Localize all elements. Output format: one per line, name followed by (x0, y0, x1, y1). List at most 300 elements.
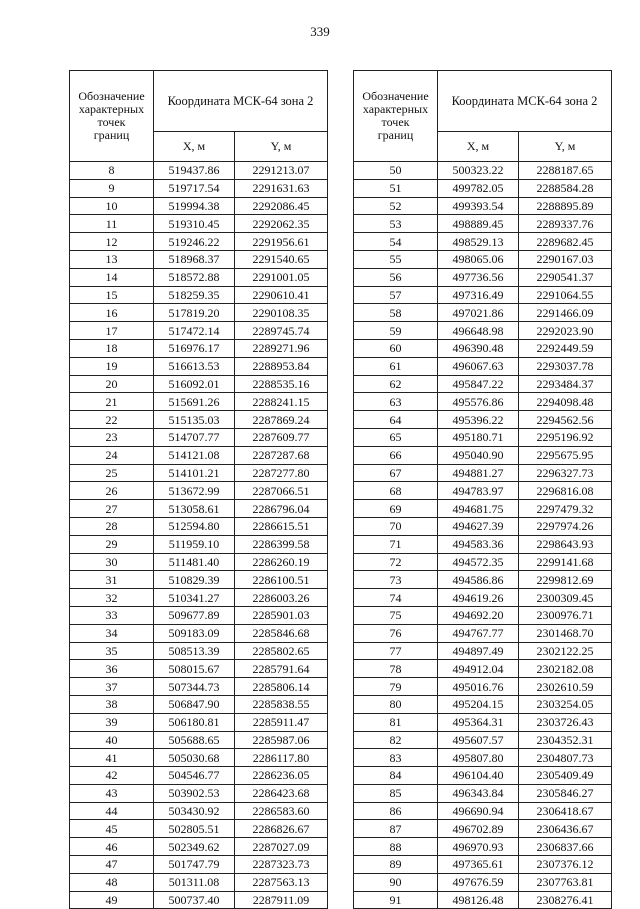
table-row (70, 304, 328, 322)
x-coordinate-cell: 496702.89 (438, 820, 519, 838)
y-coordinate-cell: 2296327.73 (519, 464, 612, 482)
y-coordinate-cell: 2289271.96 (235, 339, 328, 357)
y-coordinate-cell: 2288241.15 (235, 393, 328, 411)
point-id-cell: 86 (354, 802, 438, 820)
table-row (70, 535, 328, 553)
table-row (70, 856, 328, 874)
table-row (70, 357, 328, 375)
point-id-cell: 47 (70, 856, 154, 874)
x-coordinate-cell: 513672.99 (154, 482, 235, 500)
table-row (354, 322, 612, 340)
point-id-cell: 44 (70, 802, 154, 820)
header-point-label: Обозначение характерных точек границ (354, 71, 438, 162)
table-row (354, 891, 612, 909)
x-coordinate-cell: 505688.65 (154, 731, 235, 749)
x-coordinate-cell: 516613.53 (154, 357, 235, 375)
y-coordinate-cell: 2290167.03 (519, 250, 612, 268)
coordinates-table-left (69, 70, 328, 909)
y-coordinate-cell: 2285846.68 (235, 624, 328, 642)
x-coordinate-cell: 500323.22 (438, 162, 519, 180)
table-row (354, 553, 612, 571)
table-row (70, 339, 328, 357)
point-id-cell: 53 (354, 215, 438, 233)
point-id-cell: 15 (70, 286, 154, 304)
x-coordinate-cell: 494767.77 (438, 624, 519, 642)
y-coordinate-cell: 2294562.56 (519, 411, 612, 429)
table-body-right (354, 162, 612, 909)
x-coordinate-cell: 498126.48 (438, 891, 519, 909)
table-row (354, 339, 612, 357)
point-id-cell: 10 (70, 197, 154, 215)
table-row (354, 357, 612, 375)
table-row (70, 250, 328, 268)
y-coordinate-cell: 2285911.47 (235, 713, 328, 731)
table-row (354, 482, 612, 500)
table-row (70, 322, 328, 340)
point-id-cell: 75 (354, 606, 438, 624)
y-coordinate-cell: 2287277.80 (235, 464, 328, 482)
y-coordinate-cell: 2292023.90 (519, 322, 612, 340)
point-id-cell: 32 (70, 589, 154, 607)
point-id-cell: 60 (354, 339, 438, 357)
y-coordinate-cell: 2290108.35 (235, 304, 328, 322)
x-coordinate-cell: 506180.81 (154, 713, 235, 731)
table-row (354, 731, 612, 749)
point-id-cell: 69 (354, 500, 438, 518)
x-coordinate-cell: 508513.39 (154, 642, 235, 660)
y-coordinate-cell: 2303254.05 (519, 695, 612, 713)
table-row (70, 642, 328, 660)
x-coordinate-cell: 519437.86 (154, 162, 235, 180)
table-row (354, 446, 612, 464)
table-row (354, 678, 612, 696)
y-coordinate-cell: 2291001.05 (235, 268, 328, 286)
y-coordinate-cell: 2297974.26 (519, 517, 612, 535)
point-id-cell: 29 (70, 535, 154, 553)
table-row (70, 784, 328, 802)
x-coordinate-cell: 518572.88 (154, 268, 235, 286)
x-coordinate-cell: 513058.61 (154, 500, 235, 518)
point-id-cell: 79 (354, 678, 438, 696)
x-coordinate-cell: 514707.77 (154, 428, 235, 446)
header-coord-title: Координата МСК-64 зона 2 (154, 71, 328, 132)
y-coordinate-cell: 2287323.73 (235, 856, 328, 874)
x-coordinate-cell: 497365.61 (438, 856, 519, 874)
y-coordinate-cell: 2297479.32 (519, 500, 612, 518)
y-coordinate-cell: 2302122.25 (519, 642, 612, 660)
y-coordinate-cell: 2285901.03 (235, 606, 328, 624)
point-id-cell: 84 (354, 767, 438, 785)
y-coordinate-cell: 2299141.68 (519, 553, 612, 571)
y-coordinate-cell: 2288187.65 (519, 162, 612, 180)
header-x: X, м (154, 132, 235, 162)
table-row (354, 428, 612, 446)
x-coordinate-cell: 495607.57 (438, 731, 519, 749)
table-row (354, 589, 612, 607)
y-coordinate-cell: 2285987.06 (235, 731, 328, 749)
y-coordinate-cell: 2291064.55 (519, 286, 612, 304)
y-coordinate-cell: 2291466.09 (519, 304, 612, 322)
table-row (70, 553, 328, 571)
x-coordinate-cell: 495016.76 (438, 678, 519, 696)
x-coordinate-cell: 497021.86 (438, 304, 519, 322)
x-coordinate-cell: 516976.17 (154, 339, 235, 357)
table-row (354, 535, 612, 553)
point-id-cell: 39 (70, 713, 154, 731)
y-coordinate-cell: 2287911.09 (235, 891, 328, 909)
x-coordinate-cell: 496690.94 (438, 802, 519, 820)
x-coordinate-cell: 516092.01 (154, 375, 235, 393)
x-coordinate-cell: 494681.75 (438, 500, 519, 518)
y-coordinate-cell: 2287869.24 (235, 411, 328, 429)
x-coordinate-cell: 508015.67 (154, 660, 235, 678)
point-id-cell: 46 (70, 838, 154, 856)
table-row (354, 749, 612, 767)
table-row (354, 286, 612, 304)
point-id-cell: 83 (354, 749, 438, 767)
table-row (70, 482, 328, 500)
point-id-cell: 54 (354, 233, 438, 251)
point-id-cell: 59 (354, 322, 438, 340)
point-id-cell: 23 (70, 428, 154, 446)
point-id-cell: 8 (70, 162, 154, 180)
table-row (354, 179, 612, 197)
x-coordinate-cell: 498065.06 (438, 250, 519, 268)
y-coordinate-cell: 2287563.13 (235, 873, 328, 891)
table-row (354, 838, 612, 856)
point-id-cell: 72 (354, 553, 438, 571)
y-coordinate-cell: 2286260.19 (235, 553, 328, 571)
table-row (70, 268, 328, 286)
table-row (354, 500, 612, 518)
point-id-cell: 25 (70, 464, 154, 482)
y-coordinate-cell: 2300309.45 (519, 589, 612, 607)
y-coordinate-cell: 2288535.16 (235, 375, 328, 393)
point-id-cell: 14 (70, 268, 154, 286)
y-coordinate-cell: 2293037.78 (519, 357, 612, 375)
point-id-cell: 17 (70, 322, 154, 340)
point-id-cell: 42 (70, 767, 154, 785)
point-id-cell: 74 (354, 589, 438, 607)
table-row (70, 393, 328, 411)
point-id-cell: 49 (70, 891, 154, 909)
point-id-cell: 28 (70, 517, 154, 535)
header-x: X, м (438, 132, 519, 162)
table-row (70, 411, 328, 429)
table-row (70, 713, 328, 731)
x-coordinate-cell: 510829.39 (154, 571, 235, 589)
x-coordinate-cell: 494619.26 (438, 589, 519, 607)
point-id-cell: 40 (70, 731, 154, 749)
table-row (70, 606, 328, 624)
y-coordinate-cell: 2287066.51 (235, 482, 328, 500)
y-coordinate-cell: 2301468.70 (519, 624, 612, 642)
table-row (354, 660, 612, 678)
y-coordinate-cell: 2308276.41 (519, 891, 612, 909)
table-row (70, 375, 328, 393)
point-id-cell: 31 (70, 571, 154, 589)
y-coordinate-cell: 2285802.65 (235, 642, 328, 660)
point-id-cell: 43 (70, 784, 154, 802)
y-coordinate-cell: 2296816.08 (519, 482, 612, 500)
y-coordinate-cell: 2285791.64 (235, 660, 328, 678)
point-id-cell: 57 (354, 286, 438, 304)
y-coordinate-cell: 2287287.68 (235, 446, 328, 464)
table-row (354, 767, 612, 785)
point-id-cell: 13 (70, 250, 154, 268)
point-id-cell: 90 (354, 873, 438, 891)
point-id-cell: 18 (70, 339, 154, 357)
x-coordinate-cell: 496067.63 (438, 357, 519, 375)
table-row (354, 856, 612, 874)
point-id-cell: 56 (354, 268, 438, 286)
table-row (354, 624, 612, 642)
x-coordinate-cell: 504546.77 (154, 767, 235, 785)
point-id-cell: 48 (70, 873, 154, 891)
point-id-cell: 52 (354, 197, 438, 215)
table-row (354, 820, 612, 838)
table-row (70, 517, 328, 535)
x-coordinate-cell: 494572.35 (438, 553, 519, 571)
y-coordinate-cell: 2305409.49 (519, 767, 612, 785)
point-id-cell: 36 (70, 660, 154, 678)
y-coordinate-cell: 2303726.43 (519, 713, 612, 731)
x-coordinate-cell: 501311.08 (154, 873, 235, 891)
y-coordinate-cell: 2305846.27 (519, 784, 612, 802)
table-row (70, 624, 328, 642)
point-id-cell: 88 (354, 838, 438, 856)
point-id-cell: 68 (354, 482, 438, 500)
table-row (354, 411, 612, 429)
x-coordinate-cell: 498529.13 (438, 233, 519, 251)
point-id-cell: 71 (354, 535, 438, 553)
x-coordinate-cell: 512594.80 (154, 517, 235, 535)
y-coordinate-cell: 2306837.66 (519, 838, 612, 856)
point-id-cell: 30 (70, 553, 154, 571)
y-coordinate-cell: 2300976.71 (519, 606, 612, 624)
y-coordinate-cell: 2286399.58 (235, 535, 328, 553)
table-row (354, 802, 612, 820)
x-coordinate-cell: 496648.98 (438, 322, 519, 340)
y-coordinate-cell: 2286117.80 (235, 749, 328, 767)
x-coordinate-cell: 495847.22 (438, 375, 519, 393)
x-coordinate-cell: 519246.22 (154, 233, 235, 251)
table-row (70, 500, 328, 518)
y-coordinate-cell: 2292086.45 (235, 197, 328, 215)
x-coordinate-cell: 511959.10 (154, 535, 235, 553)
x-coordinate-cell: 498889.45 (438, 215, 519, 233)
table-row (70, 446, 328, 464)
table-row (70, 571, 328, 589)
table-row (70, 873, 328, 891)
point-id-cell: 61 (354, 357, 438, 375)
y-coordinate-cell: 2299812.69 (519, 571, 612, 589)
point-id-cell: 58 (354, 304, 438, 322)
point-id-cell: 82 (354, 731, 438, 749)
y-coordinate-cell: 2306436.67 (519, 820, 612, 838)
x-coordinate-cell: 496390.48 (438, 339, 519, 357)
point-id-cell: 85 (354, 784, 438, 802)
point-id-cell: 76 (354, 624, 438, 642)
point-id-cell: 55 (354, 250, 438, 268)
x-coordinate-cell: 496970.93 (438, 838, 519, 856)
x-coordinate-cell: 502349.62 (154, 838, 235, 856)
y-coordinate-cell: 2295675.95 (519, 446, 612, 464)
x-coordinate-cell: 510341.27 (154, 589, 235, 607)
table-row (70, 286, 328, 304)
table-row (354, 215, 612, 233)
point-id-cell: 41 (70, 749, 154, 767)
x-coordinate-cell: 505030.68 (154, 749, 235, 767)
y-coordinate-cell: 2298643.93 (519, 535, 612, 553)
y-coordinate-cell: 2288895.89 (519, 197, 612, 215)
point-id-cell: 24 (70, 446, 154, 464)
x-coordinate-cell: 519994.38 (154, 197, 235, 215)
y-coordinate-cell: 2304807.73 (519, 749, 612, 767)
y-coordinate-cell: 2292062.35 (235, 215, 328, 233)
table-row (70, 767, 328, 785)
x-coordinate-cell: 497676.59 (438, 873, 519, 891)
x-coordinate-cell: 515135.03 (154, 411, 235, 429)
x-coordinate-cell: 494627.39 (438, 517, 519, 535)
table-row (354, 233, 612, 251)
point-id-cell: 35 (70, 642, 154, 660)
table-row (70, 695, 328, 713)
x-coordinate-cell: 519310.45 (154, 215, 235, 233)
x-coordinate-cell: 509677.89 (154, 606, 235, 624)
table-row (70, 179, 328, 197)
x-coordinate-cell: 517819.20 (154, 304, 235, 322)
x-coordinate-cell: 518259.35 (154, 286, 235, 304)
y-coordinate-cell: 2306418.67 (519, 802, 612, 820)
table-row (70, 215, 328, 233)
header-coord-title: Координата МСК-64 зона 2 (438, 71, 612, 132)
point-id-cell: 37 (70, 678, 154, 696)
y-coordinate-cell: 2302610.59 (519, 678, 612, 696)
table-row (70, 749, 328, 767)
table-row (354, 250, 612, 268)
x-coordinate-cell: 517472.14 (154, 322, 235, 340)
point-id-cell: 89 (354, 856, 438, 874)
table-row (354, 695, 612, 713)
table-row (70, 731, 328, 749)
page-number: 339 (310, 24, 330, 39)
point-id-cell: 66 (354, 446, 438, 464)
table-row (70, 233, 328, 251)
y-coordinate-cell: 2285806.14 (235, 678, 328, 696)
x-coordinate-cell: 503902.53 (154, 784, 235, 802)
table-row (354, 162, 612, 180)
y-coordinate-cell: 2290610.41 (235, 286, 328, 304)
table-row (354, 606, 612, 624)
table-row (70, 464, 328, 482)
y-coordinate-cell: 2304352.31 (519, 731, 612, 749)
point-id-cell: 20 (70, 375, 154, 393)
table-row (354, 713, 612, 731)
x-coordinate-cell: 499393.54 (438, 197, 519, 215)
y-coordinate-cell: 2286236.05 (235, 767, 328, 785)
table-row (354, 304, 612, 322)
table-row (354, 571, 612, 589)
x-coordinate-cell: 514101.21 (154, 464, 235, 482)
x-coordinate-cell: 509183.09 (154, 624, 235, 642)
point-id-cell: 62 (354, 375, 438, 393)
table-row (354, 642, 612, 660)
y-coordinate-cell: 2286583.60 (235, 802, 328, 820)
y-coordinate-cell: 2286615.51 (235, 517, 328, 535)
point-id-cell: 65 (354, 428, 438, 446)
header-y: Y, м (519, 132, 612, 162)
point-id-cell: 34 (70, 624, 154, 642)
point-id-cell: 9 (70, 179, 154, 197)
point-id-cell: 91 (354, 891, 438, 909)
table-row (354, 197, 612, 215)
x-coordinate-cell: 494586.86 (438, 571, 519, 589)
x-coordinate-cell: 495396.22 (438, 411, 519, 429)
header-point-label: Обозначение характерных точек границ (70, 71, 154, 162)
table-row (354, 464, 612, 482)
table-row (70, 660, 328, 678)
y-coordinate-cell: 2288953.84 (235, 357, 328, 375)
table-row (70, 838, 328, 856)
x-coordinate-cell: 494692.20 (438, 606, 519, 624)
x-coordinate-cell: 519717.54 (154, 179, 235, 197)
point-id-cell: 64 (354, 411, 438, 429)
y-coordinate-cell: 2291213.07 (235, 162, 328, 180)
table-row (70, 589, 328, 607)
x-coordinate-cell: 497736.56 (438, 268, 519, 286)
y-coordinate-cell: 2291956.61 (235, 233, 328, 251)
point-id-cell: 26 (70, 482, 154, 500)
point-id-cell: 81 (354, 713, 438, 731)
point-id-cell: 33 (70, 606, 154, 624)
y-coordinate-cell: 2290541.37 (519, 268, 612, 286)
y-coordinate-cell: 2286100.51 (235, 571, 328, 589)
x-coordinate-cell: 494583.36 (438, 535, 519, 553)
point-id-cell: 19 (70, 357, 154, 375)
y-coordinate-cell: 2286003.26 (235, 589, 328, 607)
x-coordinate-cell: 495807.80 (438, 749, 519, 767)
point-id-cell: 70 (354, 517, 438, 535)
coordinates-table-right (353, 70, 612, 909)
x-coordinate-cell: 495180.71 (438, 428, 519, 446)
x-coordinate-cell: 503430.92 (154, 802, 235, 820)
table-row (354, 517, 612, 535)
y-coordinate-cell: 2292449.59 (519, 339, 612, 357)
point-id-cell: 12 (70, 233, 154, 251)
table-row (354, 393, 612, 411)
y-coordinate-cell: 2289745.74 (235, 322, 328, 340)
table-row (354, 268, 612, 286)
y-coordinate-cell: 2285838.55 (235, 695, 328, 713)
point-id-cell: 50 (354, 162, 438, 180)
x-coordinate-cell: 495204.15 (438, 695, 519, 713)
y-coordinate-cell: 2289337.76 (519, 215, 612, 233)
x-coordinate-cell: 499782.05 (438, 179, 519, 197)
x-coordinate-cell: 494912.04 (438, 660, 519, 678)
point-id-cell: 16 (70, 304, 154, 322)
y-coordinate-cell: 2287027.09 (235, 838, 328, 856)
table-row (70, 428, 328, 446)
x-coordinate-cell: 494783.97 (438, 482, 519, 500)
y-coordinate-cell: 2291540.65 (235, 250, 328, 268)
point-id-cell: 11 (70, 215, 154, 233)
y-coordinate-cell: 2307763.81 (519, 873, 612, 891)
x-coordinate-cell: 506847.90 (154, 695, 235, 713)
table-row (70, 162, 328, 180)
x-coordinate-cell: 518968.37 (154, 250, 235, 268)
x-coordinate-cell: 495364.31 (438, 713, 519, 731)
